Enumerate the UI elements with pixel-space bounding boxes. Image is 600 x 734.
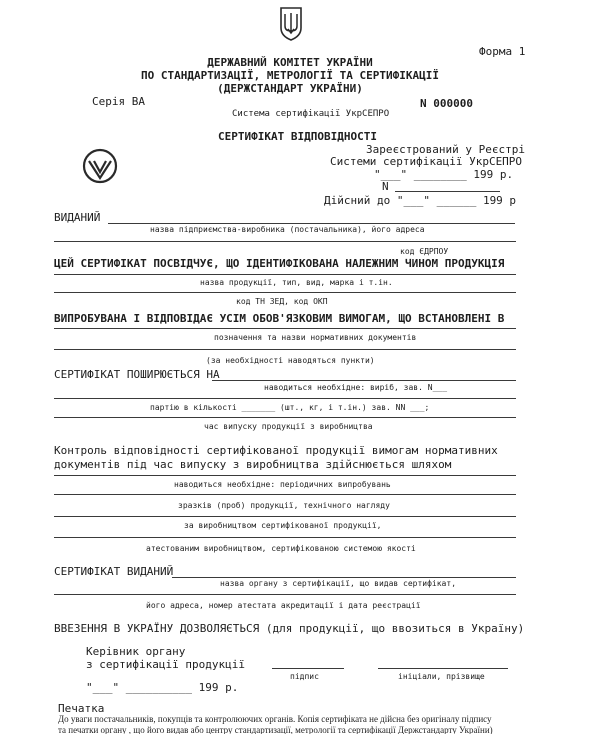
caption-organ: назва органу з сертифікації, що видав сертифікат,	[220, 579, 457, 588]
registry-line-1: Зареєстрований у Реєстрі	[366, 143, 525, 156]
issued-by-label: СЕРТИФІКАТ ВИДАНИЙ	[54, 565, 174, 578]
caption-address: його адреса, номер атестата акредитації і дата реєстрації	[146, 601, 421, 610]
committee-line-2: ПО СТАНДАРТИЗАЦІЇ, МЕТРОЛОГІЇ ТА СЕРТИФІКАЦІЇ	[140, 69, 439, 82]
series: Серія ВА	[92, 95, 145, 108]
control-line-1: Контроль відповідності сертифікованої продукції вимогам нормативних	[54, 444, 498, 457]
caption-product: назва продукції, тип, вид, марка і т.ін.	[200, 278, 393, 287]
issued-to-line	[108, 223, 515, 224]
control-line-3-rule	[54, 516, 516, 517]
certification-system: Система сертифікації УкрСЕПРО	[232, 109, 390, 119]
head-line-1: Керівник органу	[86, 645, 186, 658]
caption-codes: код ТН ЗЕД, код ОКП	[236, 297, 328, 306]
valid-until: Дійсний до "___" ______ 199 р	[324, 194, 517, 207]
committee-line-3: (ДЕРЖСТАНДАРТ УКРАЇНИ)	[217, 82, 363, 95]
caption-edrpou: код ЄДРПОУ	[400, 247, 449, 256]
footer-note-2: та печатки органу , що його видав або центру стандартизації, метрології та сертифікації Держстандарту України)	[58, 725, 493, 734]
certificate-number: N 000000	[420, 97, 473, 110]
form-label: Форма 1	[479, 45, 526, 58]
control-line	[54, 475, 516, 476]
coat-of-arms-icon	[279, 6, 303, 42]
registry-line-2: Системи сертифікації УкрСЕПРО	[330, 155, 523, 168]
certifies-text: ЦЕЙ СЕРТИФІКАТ ПОСВІДЧУЄ, ЩО ІДЕНТИФІКОВАНА НАЛЕЖНИМ ЧИНОМ ПРОДУКЦІЯ	[54, 257, 505, 270]
control-line-4-rule	[54, 537, 516, 538]
batch-line	[54, 417, 516, 418]
docs-line	[54, 328, 516, 329]
organ-line-2	[54, 594, 516, 595]
applies-line-2	[54, 398, 516, 399]
caption-sign: підпис	[290, 672, 319, 681]
control-line-2: документів під час випуску з виробництва здійснюється шляхом	[54, 458, 452, 471]
docs-line-2	[54, 349, 516, 350]
committee-line-1: ДЕРЖАВНИЙ КОМІТЕТ УКРАЇНИ	[207, 56, 373, 69]
caption-attest: атестованим виробництвом, сертифікованою системою якості	[146, 544, 416, 553]
import-text: ВВЕЗЕННЯ В УКРАЇНУ ДОЗВОЛЯЄТЬСЯ (для продукції, що ввозиться в Україну)	[54, 622, 525, 635]
product-line-2	[54, 292, 516, 293]
caption-periodic: наводиться необхідне: періодичних випробувань	[174, 480, 391, 489]
registry-date: "___" ________ 199 р.	[374, 168, 514, 181]
product-line	[54, 274, 516, 275]
registry-number-line	[395, 191, 500, 192]
caption-samples: зразків (проб) продукції, технічного нагляду	[178, 501, 390, 510]
applies-line	[212, 380, 516, 381]
control-line-2-rule	[54, 494, 516, 495]
issued-by-line	[172, 577, 516, 578]
caption-period: час випуску продукції з виробництва	[204, 422, 373, 431]
caption-batch: партію в кількості _______ (шт., кг, і т.ін.) зав. NN ___;	[150, 403, 430, 412]
stamp-label: Печатка	[58, 702, 105, 715]
caption-points: (за необхідності наводяться пункти)	[206, 356, 375, 365]
certification-mark-icon	[82, 148, 118, 184]
registry-number-label: N	[382, 180, 389, 193]
tested-text: ВИПРОБУВАНА І ВІДПОВІДАЄ УСІМ ОБОВ'ЯЗКОВИМ ВИМОГАМ, ЩО ВСТАНОВЛЕНІ В	[54, 312, 505, 325]
footer-note-1: До уваги постачальників, покупців та контролюючих органів. Копія сертифіката не дійсна без оригіналу підпису	[58, 714, 492, 724]
caption-production: за виробництвом сертифікованої продукції,	[184, 521, 382, 530]
caption-company: назва підприємства-виробника (постачальника), його адреса	[150, 225, 425, 234]
company-line-2	[54, 241, 516, 242]
issued-to-label: ВИДАНИЙ	[54, 211, 101, 224]
head-line-2: з сертифікації продукції	[86, 658, 245, 671]
applies-text: СЕРТИФІКАТ ПОШИРЮЄТЬСЯ НА	[54, 368, 220, 381]
signature-line	[272, 668, 344, 669]
caption-product-number: наводиться необхідне: виріб, зав. N___	[264, 383, 448, 392]
caption-initials: ініціали, прізвище	[398, 672, 485, 681]
signature-date: "___" __________ 199 р.	[86, 681, 239, 694]
initials-line	[378, 668, 508, 669]
page-title: СЕРТИФІКАТ ВІДПОВІДНОСТІ	[218, 130, 377, 143]
caption-docs: позначення та назви нормативних документів	[214, 333, 417, 342]
